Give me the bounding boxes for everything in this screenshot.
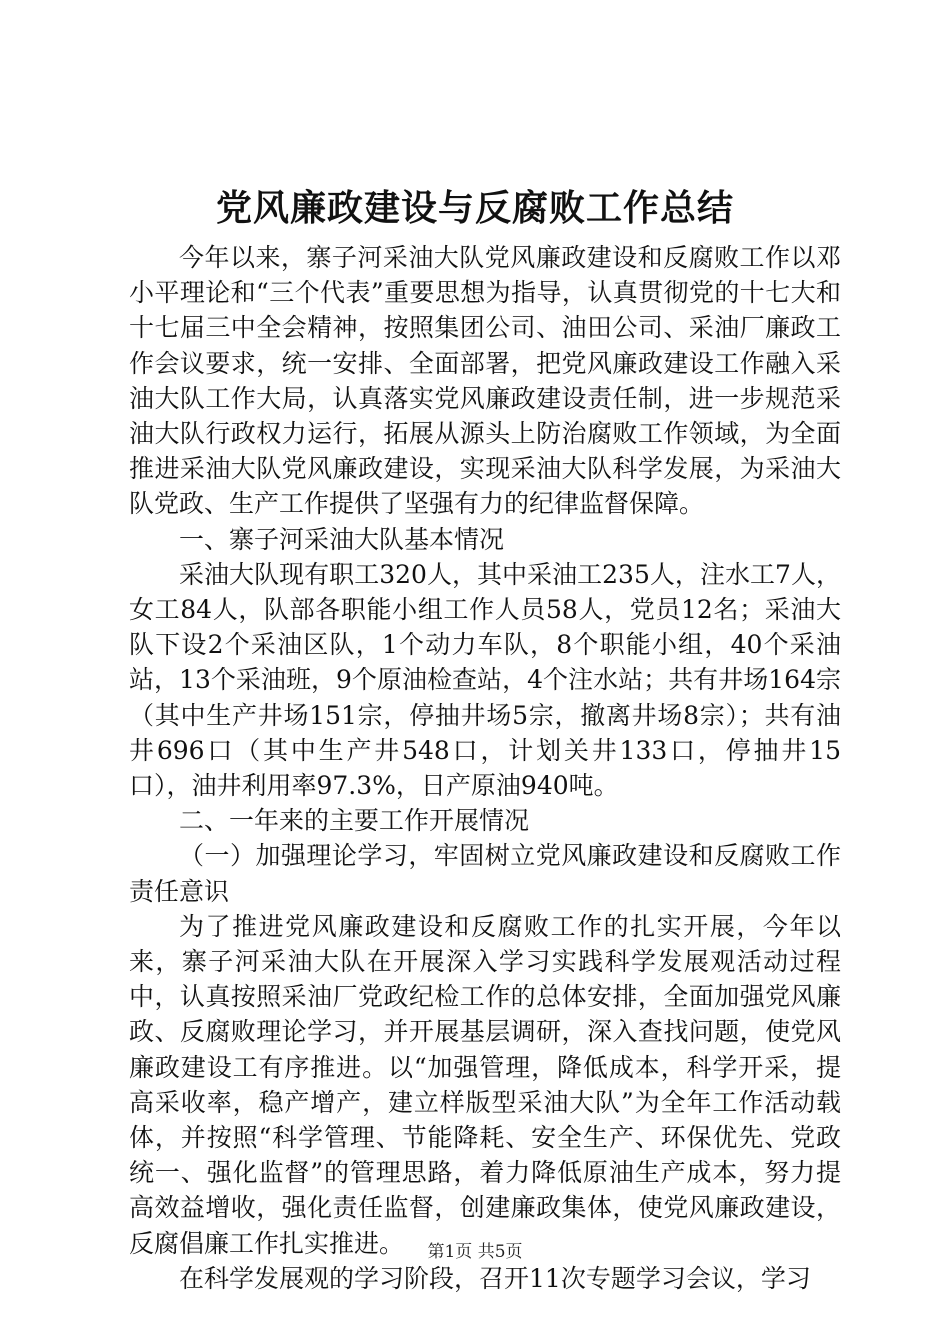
paragraph-intro: 今年以来，寨子河采油大队党风廉政建设和反腐败工作以邓小平理论和“三个代表”重要思想为指导，认真贯彻党的十七大和十七届三中全会精神，按照集团公司、油田公司、采油厂廉政工作会议要求，统一安排、全面部署，把党风廉政建设工作融入采油大队工作大局，认真落实党风廉政建设责任制，进一步规范采油大队行政权力运行，拓展从源头上防治腐败工作领域，为全面推进采油大队党风廉政建设，实现采油大队科学发展，为采油大队党政、生产工作提供了坚强有力的纪律监督保障。: [129, 243, 841, 519]
document-body: [129, 240, 841, 1296]
subsection-heading-theory-study: （一）加强理论学习，牢固树立党风廉政建设和反腐败工作责任意识: [129, 841, 841, 906]
paragraph-study-meetings: 在科学发展观的学习阶段，召开11次专题学习会议，学习: [179, 1263, 811, 1293]
section-heading-basic-info: 一、寨子河采油大队基本情况: [179, 524, 505, 554]
section-heading-main-work: 二、一年来的主要工作开展情况: [179, 806, 530, 836]
document-title: 党风廉政建设与反腐败工作总结: [215, 187, 734, 229]
paragraph-basic-info: 采油大队现有职工320人，其中采油工235人，注水工7人，女工84人，队部各职能小组工作人员58人，党员12名；采油大队下设2个采油区队，1个动力车队，8个职能小组，40个采油站，13个采油班，9个原油检查站，4个注水站；共有井场164宗（其中生产井场151宗，停抽井场5宗，撤离井场8宗）；共有油井696口（其中生产井548口，计划关井133口，停抽井15口），油井利用率97.3%，日产原油940吨。: [129, 559, 841, 801]
paragraph-theory-study: 为了推进党风廉政建设和反腐败工作的扎实开展，今年以来，寨子河采油大队在开展深入学习实践科学发展观活动过程中，认真按照采油厂党政纪检工作的总体安排，全面加强党风廉政、反腐败理论学习，并开展基层调研，深入查找问题，使党风廉政建设工有序推进。以“加强管理，降低成本，科学开采，提高采收率，稳产增产，建立样版型采油大队”为全年工作活动载体，并按照“科学管理、节能降耗、安全生产、环保优先、党政统一、强化监督”的管理思路，着力降低原油生产成本，努力提高效益增收，强化责任监督，创建廉政集体，使党风廉政建设，反腐倡廉工作扎实推进。: [129, 911, 841, 1258]
page-number-footer: 第1页 共5页: [427, 1242, 523, 1262]
